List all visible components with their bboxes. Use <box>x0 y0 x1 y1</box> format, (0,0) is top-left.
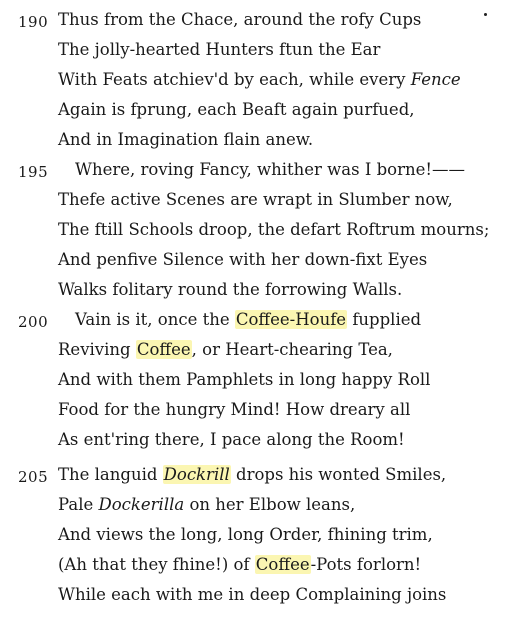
line-text <box>58 340 393 359</box>
line-text <box>58 495 355 514</box>
line-text <box>58 370 430 389</box>
text-segment: Food for the hungry Mind! How dreary all <box>58 400 411 419</box>
poem-line <box>0 551 512 581</box>
text-segment: And penfive Silence with her down-fixt Eyes <box>58 250 428 269</box>
line-text <box>58 525 433 544</box>
line-text <box>58 430 405 449</box>
italic-word: Fence <box>410 70 461 89</box>
text-segment: Thefe active Scenes are wrapt in Slumber now, <box>58 190 453 209</box>
text-segment: Where, roving Fancy, whither was I borne!—— <box>75 160 466 179</box>
poem-line <box>0 6 512 36</box>
highlighted-term: Coffee <box>136 340 191 359</box>
line-text <box>58 250 427 269</box>
poem-line <box>0 426 512 456</box>
text-segment: Reviving <box>58 340 136 359</box>
line-text <box>75 160 465 179</box>
text-segment: And views the long, long Order, fhining trim, <box>58 525 433 544</box>
line-number: 195 <box>18 163 49 181</box>
text-segment: With Feats atchiev'd by each, while every <box>58 70 411 89</box>
poem-line <box>0 491 512 521</box>
poem-line <box>0 156 512 186</box>
text-segment: Pale <box>58 495 99 514</box>
text-segment: on her Elbow leans, <box>184 495 356 514</box>
poem-line <box>0 36 512 66</box>
line-text <box>75 310 421 329</box>
line-text <box>58 10 421 29</box>
line-text <box>58 190 453 209</box>
line-text <box>58 100 415 119</box>
line-text <box>58 220 489 239</box>
text-segment: The ftill Schools droop, the defart Roftrum mourns; <box>58 220 490 239</box>
highlighted-term: Coffee <box>255 555 310 574</box>
text-segment: (Ah that they fhine!) of <box>58 555 255 574</box>
text-segment: And with them Pamphlets in long happy Roll <box>58 370 431 389</box>
line-text <box>58 70 461 89</box>
highlighted-term: Dockrill <box>163 465 230 484</box>
text-segment: Again is fprung, each Beaft again purfued, <box>58 100 415 119</box>
text-segment: Thus from the Chace, around the rofy Cups <box>58 10 422 29</box>
poem-line <box>0 581 512 611</box>
text-segment: As ent'ring there, I pace along the Room! <box>58 430 405 449</box>
poem-line <box>0 461 512 491</box>
text-segment: Vain is it, once the <box>75 310 235 329</box>
line-text <box>58 130 313 149</box>
line-text <box>58 400 410 419</box>
italic-word: Dockerilla <box>98 495 185 514</box>
text-segment: The languid <box>58 465 163 484</box>
text-segment: fupplied <box>347 310 422 329</box>
text-segment: And in Imagination flain anew. <box>58 130 314 149</box>
poem-line <box>0 186 512 216</box>
text-segment: Walks folitary round the forrowing Walls. <box>58 280 403 299</box>
poem-line <box>0 96 512 126</box>
poem-line <box>0 66 512 96</box>
poem-line <box>0 521 512 551</box>
line-text <box>58 465 446 484</box>
line-text <box>58 555 421 574</box>
text-segment: While each with me in deep Complaining joins <box>58 585 447 604</box>
line-number: 200 <box>18 313 49 331</box>
highlighted-term: Coffee-Houfe <box>235 310 347 329</box>
line-number: 205 <box>18 468 49 486</box>
text-segment: -Pots forlorn! <box>310 555 422 574</box>
line-text <box>58 40 380 59</box>
text-segment: drops his wonted Smiles, <box>230 465 447 484</box>
poem-line <box>0 126 512 156</box>
poem-line <box>0 276 512 306</box>
line-number: 190 <box>18 13 49 31</box>
poem-line <box>0 216 512 246</box>
line-text <box>58 585 446 604</box>
text-segment: , or Heart-chearing Tea, <box>191 340 393 359</box>
line-text <box>58 280 402 299</box>
text-segment: The jolly-hearted Hunters ftun the Ear <box>58 40 381 59</box>
poem-line <box>0 366 512 396</box>
poem-line <box>0 336 512 366</box>
poem-line <box>0 306 512 336</box>
poem-line <box>0 396 512 426</box>
poem-line <box>0 246 512 276</box>
